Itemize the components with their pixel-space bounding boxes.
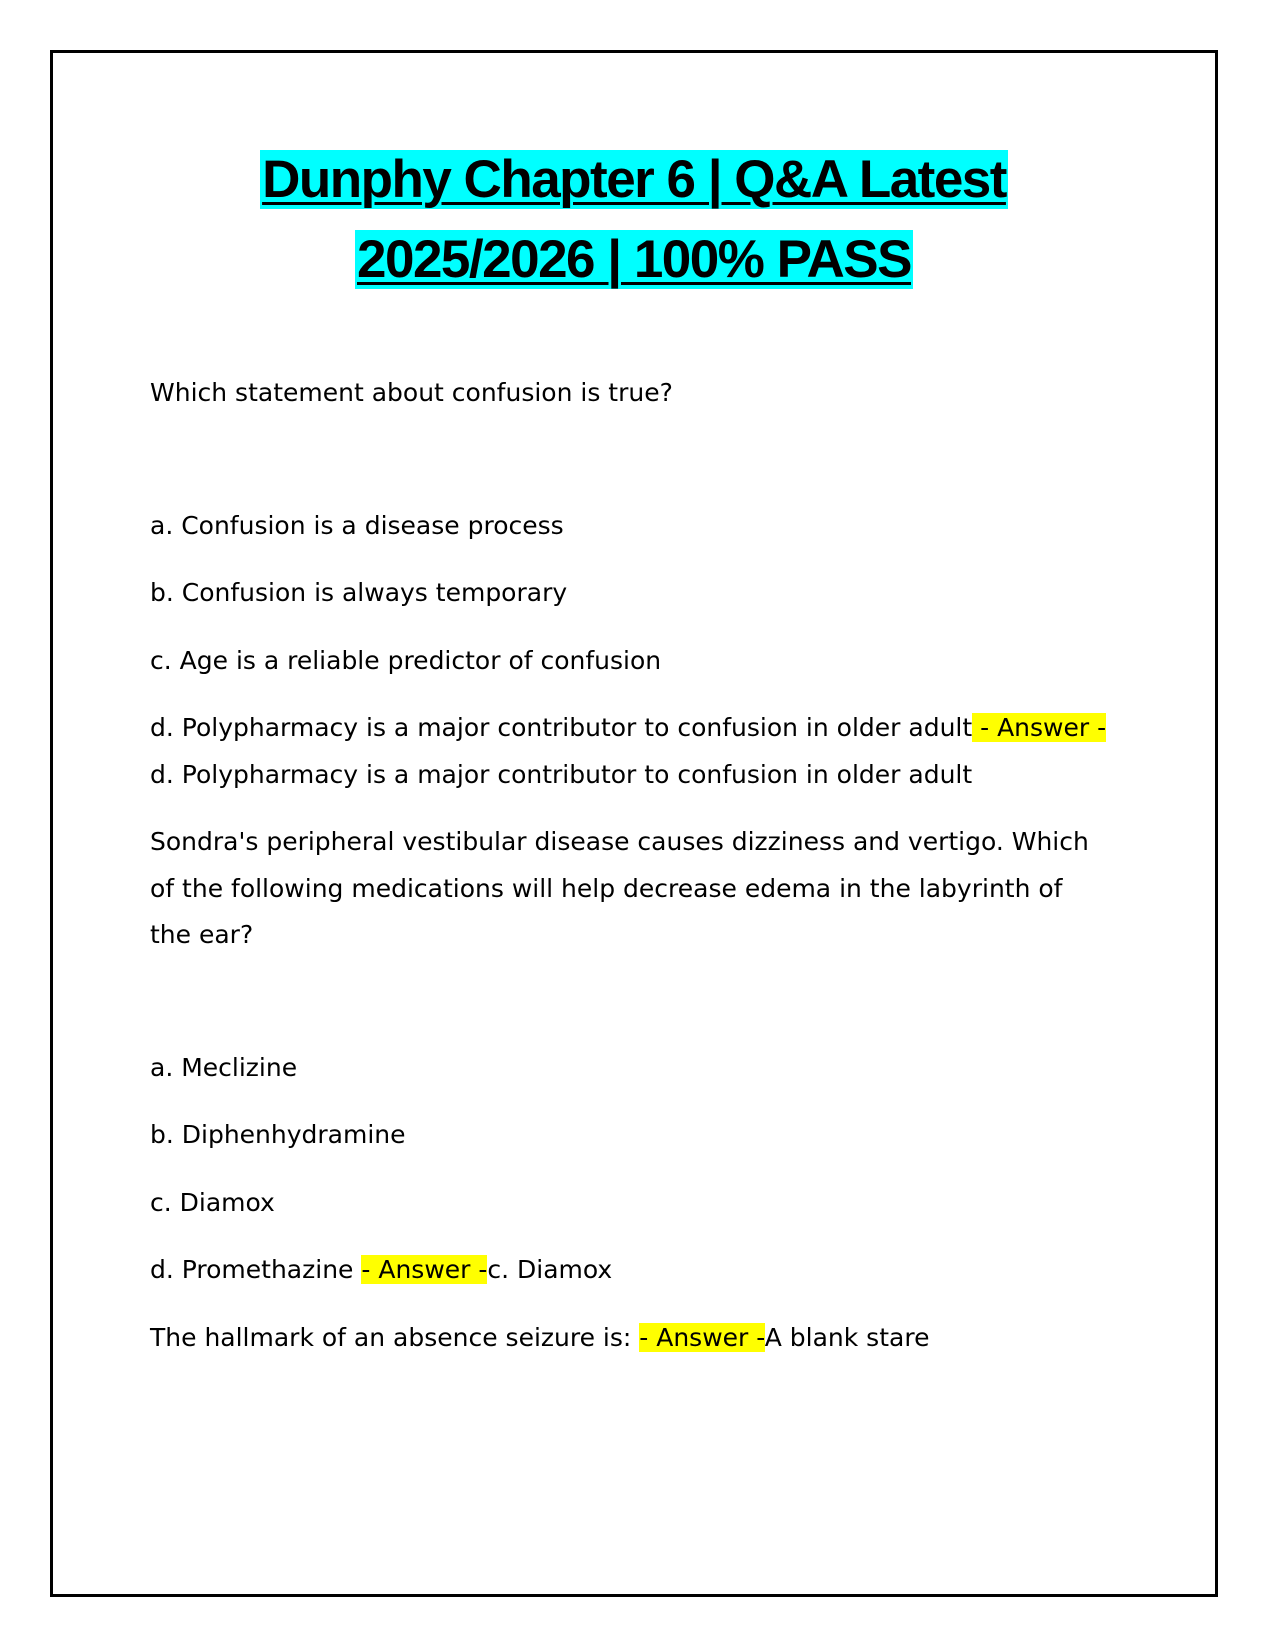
option-d: d. Polypharmacy is a major contributor to confusion in older adult — [150, 713, 973, 742]
answer-marker: - Answer - — [972, 713, 1107, 742]
answer-text: A blank stare — [764, 1322, 930, 1352]
answer-text: d. Polypharmacy is a major contributor to confusion in older adult — [150, 759, 973, 789]
option-a: a. Confusion is a disease process — [150, 510, 564, 540]
option-c: c. Diamox — [150, 1187, 275, 1217]
title-line-1: Dunphy Chapter 6 | Q&A Latest — [262, 150, 1006, 209]
document-title — [50, 140, 1218, 300]
option-b: b. Diphenhydramine — [150, 1120, 406, 1149]
option-b: b. Confusion is always temporary — [150, 578, 568, 607]
question-text: Sondra's peripheral vestibular disease causes dizziness and vertigo. Which of the following medications will help decrease edema in the labyrinth of the ear? — [150, 827, 1089, 949]
question-3 — [150, 1315, 1110, 1362]
answer-marker: - Answer - — [639, 1322, 765, 1352]
question-2 — [150, 819, 1110, 1294]
option-d: d. Promethazine — [150, 1255, 362, 1284]
question-text: Which statement about confusion is true? — [150, 378, 673, 407]
question-1 — [150, 370, 1110, 798]
title-line-2: 2025/2026 | 100% PASS — [357, 230, 911, 289]
answer-text: c. Diamox — [487, 1255, 613, 1284]
question-with-answer — [150, 1315, 1110, 1362]
option-c: c. Age is a reliable predictor of confusion — [150, 645, 662, 675]
question-text: The hallmark of an absence seizure is: — [150, 1322, 640, 1352]
option-a: a. Meclizine — [150, 1052, 298, 1082]
option-d-with-answer — [150, 705, 1110, 798]
option-d-with-answer — [150, 1247, 1110, 1294]
answer-marker: - Answer - — [361, 1255, 488, 1284]
qa-content — [150, 370, 1110, 1361]
